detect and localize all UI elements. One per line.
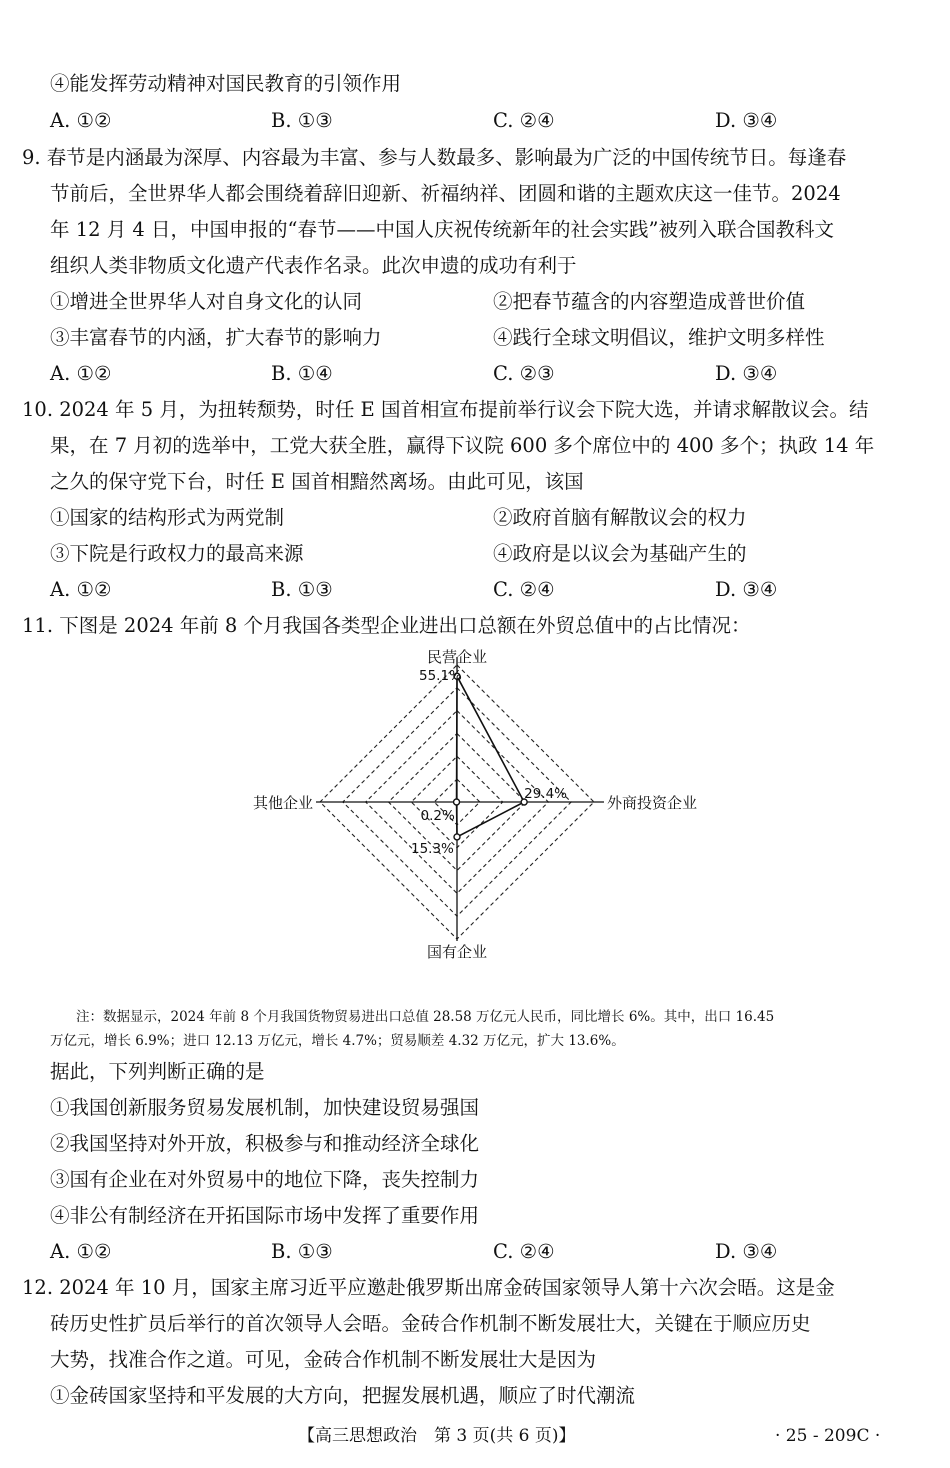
q9-stem-line: 组织人类非物质文化遗产代表作名录。此次申遗的成功有利于 (50, 254, 577, 277)
q11-option-d: D. ③④ (715, 1240, 778, 1263)
q9-item-2: ②把春节蕴含的内容塑造成普世价值 (493, 290, 806, 313)
q10-item-1: ①国家的结构形式为两党制 (50, 506, 285, 529)
q9-item-1: ①增进全世界华人对自身文化的认同 (50, 290, 363, 313)
radar-value-label: 55.1% (419, 668, 462, 685)
radar-chart (230, 642, 720, 972)
q9-stem-line: 年 12 月 4 日，中国申报的“春节——中国人庆祝传统新年的社会实践”被列入联合国教科文 (50, 218, 834, 241)
radar-value-label: 15.3% (411, 840, 454, 857)
radar-category-label: 其他企业 (252, 794, 313, 812)
q11-item-2: ②我国坚持对外开放，积极参与和推动经济全球化 (50, 1132, 480, 1155)
q11-option-b: B. ①③ (271, 1240, 333, 1263)
radar-category-label: 民营企业 (426, 648, 488, 666)
q9-stem-line: 9. 春节是内涵最为深厚、内容最为丰富、参与人数最多、影响最为广泛的中国传统节日。每逢春 (22, 146, 847, 169)
q10-item-2: ②政府首脑有解散议会的权力 (493, 506, 747, 529)
q9-stem-line: 节前后，全世界华人都会围绕着辞旧迎新、祈福纳祥、团圆和谐的主题欢庆这一佳节。2024 (50, 182, 841, 205)
q10-stem-line: 10. 2024 年 5 月，为扭转颓势，时任 E 国首相宣布提前举行议会下院大选，并请求解散议会。结 (22, 398, 869, 421)
q9-option-d: D. ③④ (715, 362, 778, 385)
q9-option-b: B. ①④ (271, 362, 333, 385)
radar-data-point (454, 799, 460, 805)
q9-item-3: ③丰富春节的内涵，扩大春节的影响力 (50, 326, 382, 349)
q11-item-1: ①我国创新服务贸易发展机制，加快建设贸易强国 (50, 1096, 480, 1119)
q12-stem-line: 12. 2024 年 10 月，国家主席习近平应邀赴俄罗斯出席金砖国家领导人第十六次会晤。这是金 (22, 1276, 835, 1299)
q10-item-4: ④政府是以议会为基础产生的 (493, 542, 747, 565)
q11-option-a: A. ①② (50, 1240, 112, 1263)
radar-category-label: 国有企业 (426, 943, 488, 961)
q8-option-d: D. ③④ (715, 109, 778, 132)
q11-question: 据此，下列判断正确的是 (50, 1060, 265, 1083)
q11-note-line: 注：数据显示，2024 年前 8 个月我国货物贸易进出口总值 28.58 万亿元人民币，同比增长 6%。其中，出口 16.45 (76, 1009, 775, 1025)
radar-category-label: 外商投资企业 (607, 794, 698, 812)
q11-note-line: 万亿元，增长 6.9%；进口 12.13 万亿元，增长 4.7%；贸易顺差 4.32 万亿元，扩大 13.6%。 (50, 1033, 625, 1049)
q8-option-b: B. ①③ (271, 109, 333, 132)
q11-item-4: ④非公有制经济在开拓国际市场中发挥了重要作用 (50, 1204, 480, 1227)
page-footer-code: · 25 - 209C · (775, 1426, 881, 1446)
radar-value-label: 0.2% (420, 808, 455, 824)
q12-stem-line: 大势，找准合作之道。可见，金砖合作机制不断发展壮大是因为 (50, 1348, 597, 1371)
q10-item-3: ③下院是行政权力的最高来源 (50, 542, 304, 565)
q11-stem: 11. 下图是 2024 年前 8 个月我国各类型企业进出口总额在外贸总值中的占比情况： (22, 614, 751, 637)
q10-option-b: B. ①③ (271, 578, 333, 601)
q10-stem-line: 之久的保守党下台，时任 E 国首相黯然离场。由此可见，该国 (50, 470, 584, 493)
q9-option-a: A. ①② (50, 362, 112, 385)
q8-option-c: C. ②④ (493, 109, 555, 132)
q8-option-a: A. ①② (50, 109, 112, 132)
radar-value-label: 29.4% (524, 786, 568, 802)
q9-item-4: ④践行全球文明倡议，维护文明多样性 (493, 326, 825, 349)
q12-stem-line: 砖历史性扩员后举行的首次领导人会晤。金砖合作机制不断发展壮大，关键在于顺应历史 (50, 1312, 811, 1335)
radar-labels (253, 648, 697, 961)
q10-option-c: C. ②④ (493, 578, 555, 601)
q10-stem-line: 果，在 7 月初的选举中，工党大获全胜，赢得下议院 600 多个席位中的 400 多个；执政 14 年 (50, 434, 875, 457)
radar-data-point (454, 834, 460, 840)
radar-series (454, 673, 528, 840)
q9-option-c: C. ②③ (493, 362, 555, 385)
page-footer-title: 【高三思想政治 第 3 页(共 6 页)】 (298, 1426, 576, 1446)
q11-option-c: C. ②④ (493, 1240, 555, 1263)
q11-item-3: ③国有企业在对外贸易中的地位下降，丧失控制力 (50, 1168, 480, 1191)
q12-item-1: ①金砖国家坚持和平发展的大方向，把握发展机遇，顺应了时代潮流 (50, 1384, 636, 1407)
q10-option-a: A. ①② (50, 578, 112, 601)
q8-item-4: ④能发挥劳动精神对国民教育的引领作用 (50, 72, 402, 95)
q10-option-d: D. ③④ (715, 578, 778, 601)
